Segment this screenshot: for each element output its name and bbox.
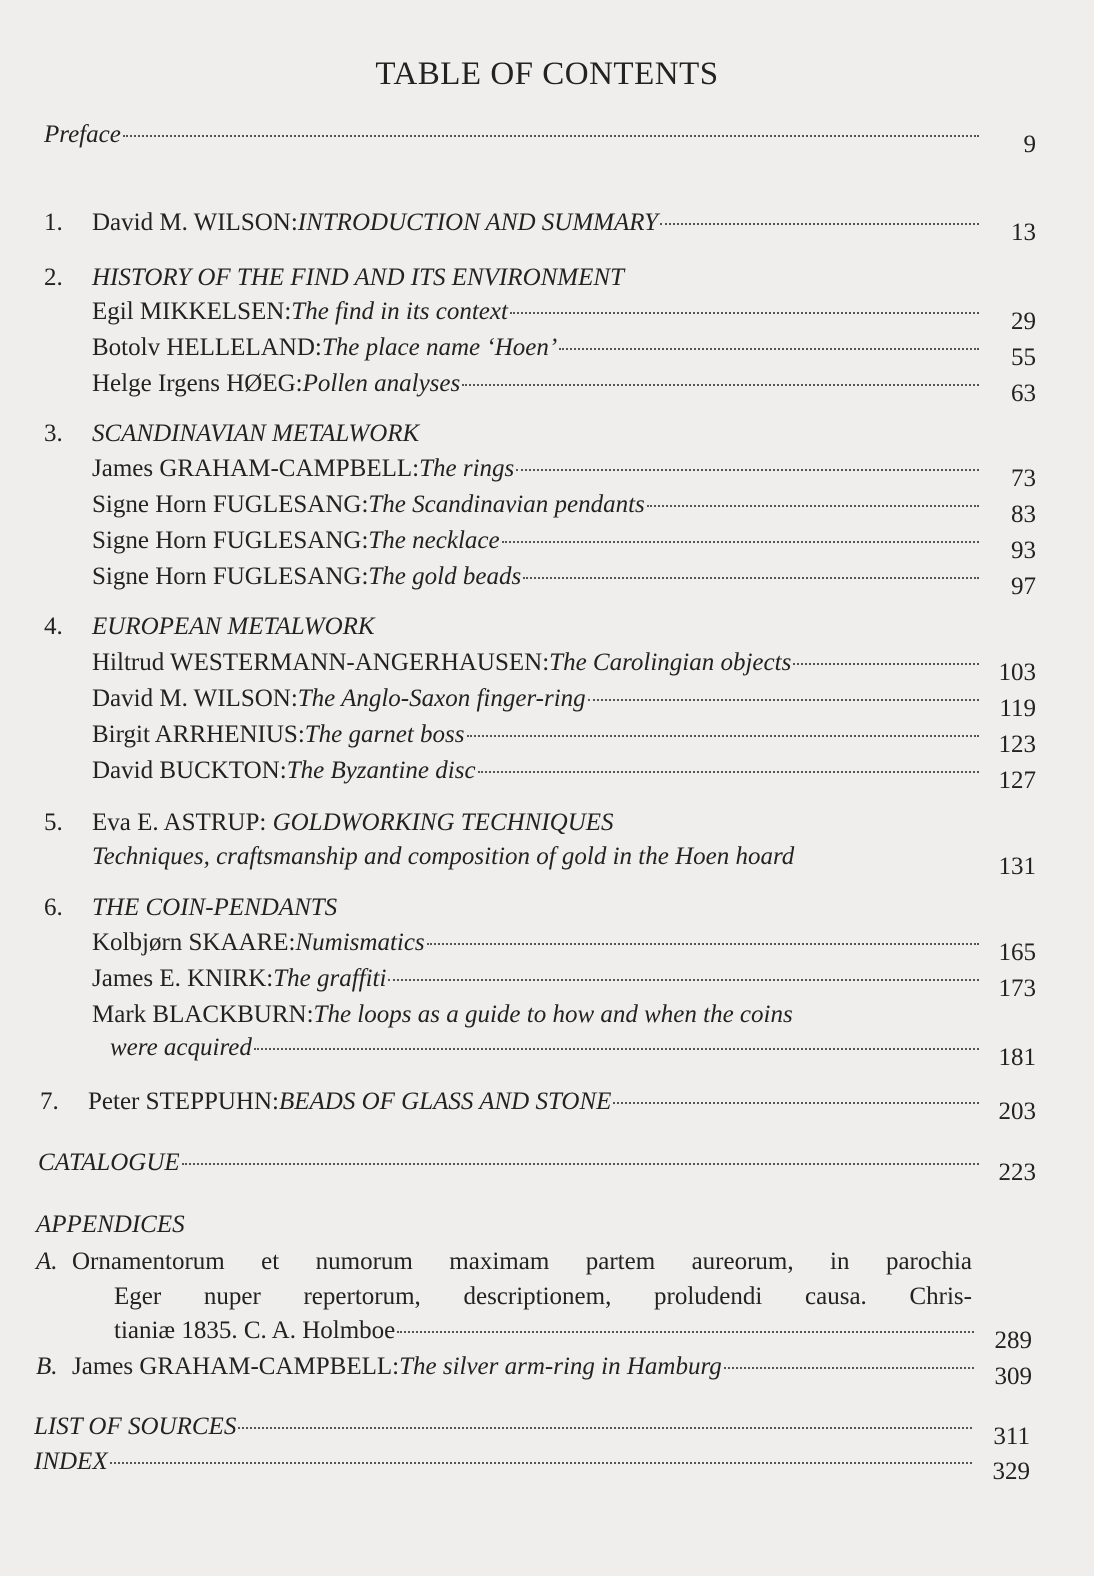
page-number: 173: [998, 975, 1036, 1002]
entry-title: Numismatics: [295, 929, 425, 956]
toc-entry[interactable]: [0, 842, 1094, 880]
toc-entry-sources[interactable]: [0, 1412, 1094, 1450]
page-number: 289: [994, 1327, 1032, 1354]
entry-author: David M. WILSON:: [92, 685, 298, 712]
page-number: 311: [993, 1423, 1030, 1450]
page-number: 97: [1011, 573, 1036, 600]
dot-leader: [516, 469, 979, 471]
dot-leader: [467, 735, 979, 737]
page-number: 103: [998, 659, 1036, 686]
dot-leader: [613, 1102, 979, 1104]
entry-title: The rings: [419, 455, 515, 482]
dot-leader: [238, 1427, 972, 1429]
page-number: 223: [998, 1159, 1036, 1186]
dot-leader: [588, 699, 979, 701]
toc-entry-index[interactable]: [0, 1447, 1094, 1485]
chapter-number: 1.: [44, 209, 63, 236]
toc-heading-chapter-6: [0, 893, 1094, 923]
chapter-number: 5.: [44, 809, 63, 836]
entry-title: Ornamentorum et numorum maximam partem aureorum, in parochia: [72, 1248, 972, 1275]
chapter-number: 4.: [44, 613, 63, 640]
dot-leader: [182, 1163, 979, 1165]
toc-entry-appendix-a[interactable]: [0, 1247, 1094, 1277]
toc-entry[interactable]: [0, 454, 1094, 492]
dot-leader: [254, 1048, 979, 1050]
page-number: 165: [998, 939, 1036, 966]
entry-title: The garnet boss: [304, 721, 465, 748]
entry-author: David BUCKTON:: [92, 757, 287, 784]
entry-author: Hiltrud WESTERMANN-ANGERHAUSEN:: [92, 649, 550, 676]
dot-leader: [502, 541, 979, 543]
entry-title-continued: tianiæ 1835. C. A. Holmboe: [114, 1317, 396, 1344]
page-number: 181: [998, 1044, 1036, 1071]
chapter-number: 2.: [44, 264, 63, 291]
toc-entry[interactable]: [0, 526, 1094, 564]
page-number: 13: [1011, 219, 1036, 246]
page-number: 29: [1011, 308, 1036, 335]
toc-entry[interactable]: [0, 369, 1094, 407]
dot-leader: [510, 312, 979, 314]
entry-author: Peter STEPPUHN:: [88, 1088, 279, 1115]
toc-entry[interactable]: [0, 490, 1094, 528]
entry-author: Birgit ARRHENIUS:: [92, 721, 305, 748]
toc-entry-catalogue[interactable]: [0, 1148, 1094, 1186]
toc-entry[interactable]: [0, 928, 1094, 966]
entry-title: The Anglo-Saxon finger-ring: [297, 685, 586, 712]
appendix-letter: A.: [36, 1248, 58, 1275]
dot-leader: [724, 1367, 974, 1369]
entry-title: The loops as a guide to how and when the coins: [313, 1001, 793, 1028]
toc-entry[interactable]: [0, 756, 1094, 794]
chapter-number: 7.: [40, 1088, 59, 1115]
section-heading: APPENDICES: [36, 1211, 185, 1238]
entry-title: The Carolingian objects: [549, 649, 792, 676]
entry-author: James GRAHAM-CAMPBELL:: [72, 1353, 400, 1380]
toc-entry-appendix-b[interactable]: [0, 1352, 1094, 1390]
page-number: 309: [994, 1363, 1032, 1390]
entry-author: Helge Irgens HØEG:: [92, 370, 303, 397]
entry-title-continued: Eger nuper repertorum, descriptionem, proludendi causa. Chris-: [114, 1283, 972, 1310]
entry-title: INDEX: [34, 1448, 108, 1475]
dot-leader: [478, 771, 979, 773]
appendix-letter: B.: [36, 1353, 58, 1380]
entry-author: James GRAHAM-CAMPBELL:: [92, 455, 420, 482]
entry-title: The graffiti: [273, 965, 387, 992]
chapter-number: 6.: [44, 894, 63, 921]
entry-title: Preface: [44, 121, 121, 148]
chapter-heading: HISTORY OF THE FIND AND ITS ENVIRONMENT: [92, 264, 624, 291]
chapter-heading: THE COIN-PENDANTS: [92, 894, 338, 921]
entry-title: The Byzantine disc: [286, 757, 476, 784]
toc-entry[interactable]: [0, 964, 1094, 1002]
dot-leader: [559, 348, 979, 350]
toc-heading-chapter-3: [0, 419, 1094, 449]
toc-heading-chapter-5: [0, 808, 1094, 838]
entry-title: Pollen analyses: [302, 370, 461, 397]
chapter-heading: GOLDWORKING TECHNIQUES: [272, 809, 614, 836]
toc-heading-chapter-2: [0, 263, 1094, 293]
toc-heading-chapter-4: [0, 612, 1094, 642]
page-number: 123: [998, 731, 1036, 758]
entry-title: BEADS OF GLASS AND STONE: [278, 1088, 612, 1115]
page-number: 63: [1011, 380, 1036, 407]
toc-entry-continuation[interactable]: [0, 1282, 1094, 1312]
dot-leader: [397, 1331, 974, 1333]
entry-author: Botolv HELLELAND:: [92, 334, 322, 361]
entry-author: Signe Horn FUGLESANG:: [92, 491, 369, 518]
toc-entry[interactable]: [0, 684, 1094, 722]
page-title: TABLE OF CONTENTS: [375, 56, 719, 92]
entry-author: Mark BLACKBURN:: [92, 1001, 314, 1028]
toc-entry[interactable]: [0, 720, 1094, 758]
dot-leader: [388, 979, 979, 981]
page-number: 329: [992, 1458, 1030, 1485]
page-number: 119: [999, 695, 1036, 722]
entry-title-continued: were acquired: [110, 1034, 252, 1061]
entry-author: David M. WILSON:: [92, 209, 298, 236]
entry-author: Kolbjørn SKAARE:: [92, 929, 296, 956]
page-number: 55: [1011, 344, 1036, 371]
page-number: 73: [1011, 465, 1036, 492]
entry-title: The silver arm-ring in Hamburg: [399, 1353, 722, 1380]
entry-title: The place name ‘Hoen’: [321, 334, 558, 361]
toc-entry-preface[interactable]: [0, 120, 1094, 158]
entry-author: Signe Horn FUGLESANG:: [92, 527, 369, 554]
chapter-number: 3.: [44, 420, 63, 447]
chapter-heading: SCANDINAVIAN METALWORK: [92, 420, 420, 447]
dot-leader: [427, 943, 979, 945]
toc-entry-continuation[interactable]: [0, 1316, 1094, 1354]
dot-leader: [123, 135, 979, 137]
entry-title: The Scandinavian pendants: [368, 491, 645, 518]
page-number: 9: [1023, 131, 1036, 158]
toc-entry-continuation[interactable]: [0, 1033, 1094, 1071]
entry-title: The gold beads: [368, 563, 522, 590]
page-number: 83: [1011, 501, 1036, 528]
dot-leader: [110, 1462, 972, 1464]
page-number: 93: [1011, 537, 1036, 564]
dot-leader: [793, 663, 979, 665]
toc-entry-chapter-1[interactable]: [0, 208, 1094, 246]
chapter-heading: EUROPEAN METALWORK: [92, 613, 375, 640]
toc-entry[interactable]: [0, 562, 1094, 600]
entry-author: Egil MIKKELSEN:: [92, 298, 292, 325]
entry-author: Signe Horn FUGLESANG:: [92, 563, 369, 590]
toc-entry[interactable]: [0, 297, 1094, 335]
toc-entry-chapter-7[interactable]: [0, 1087, 1094, 1125]
entry-title: Techniques, craftsmanship and composition of gold in the Hoen hoard: [92, 843, 795, 870]
entry-title: LIST OF SOURCES: [34, 1413, 237, 1440]
entry-author: James E. KNIRK:: [92, 965, 274, 992]
toc-entry[interactable]: [0, 333, 1094, 371]
page-number: 127: [998, 767, 1036, 794]
entry-title: The necklace: [368, 527, 500, 554]
dot-leader: [660, 223, 979, 225]
dot-leader: [523, 577, 979, 579]
entry-author: Eva E. ASTRUP:: [92, 809, 273, 836]
toc-heading-appendices: [0, 1210, 1094, 1240]
entry-title: CATALOGUE: [38, 1149, 180, 1176]
dot-leader: [462, 384, 979, 386]
dot-leader: [647, 505, 979, 507]
toc-entry-multiline[interactable]: [0, 1000, 1094, 1030]
toc-entry[interactable]: [0, 648, 1094, 686]
entry-title: The find in its context: [291, 298, 508, 325]
page-number: 131: [998, 853, 1036, 880]
page-number: 203: [998, 1098, 1036, 1125]
entry-title: INTRODUCTION AND SUMMARY: [297, 209, 658, 236]
